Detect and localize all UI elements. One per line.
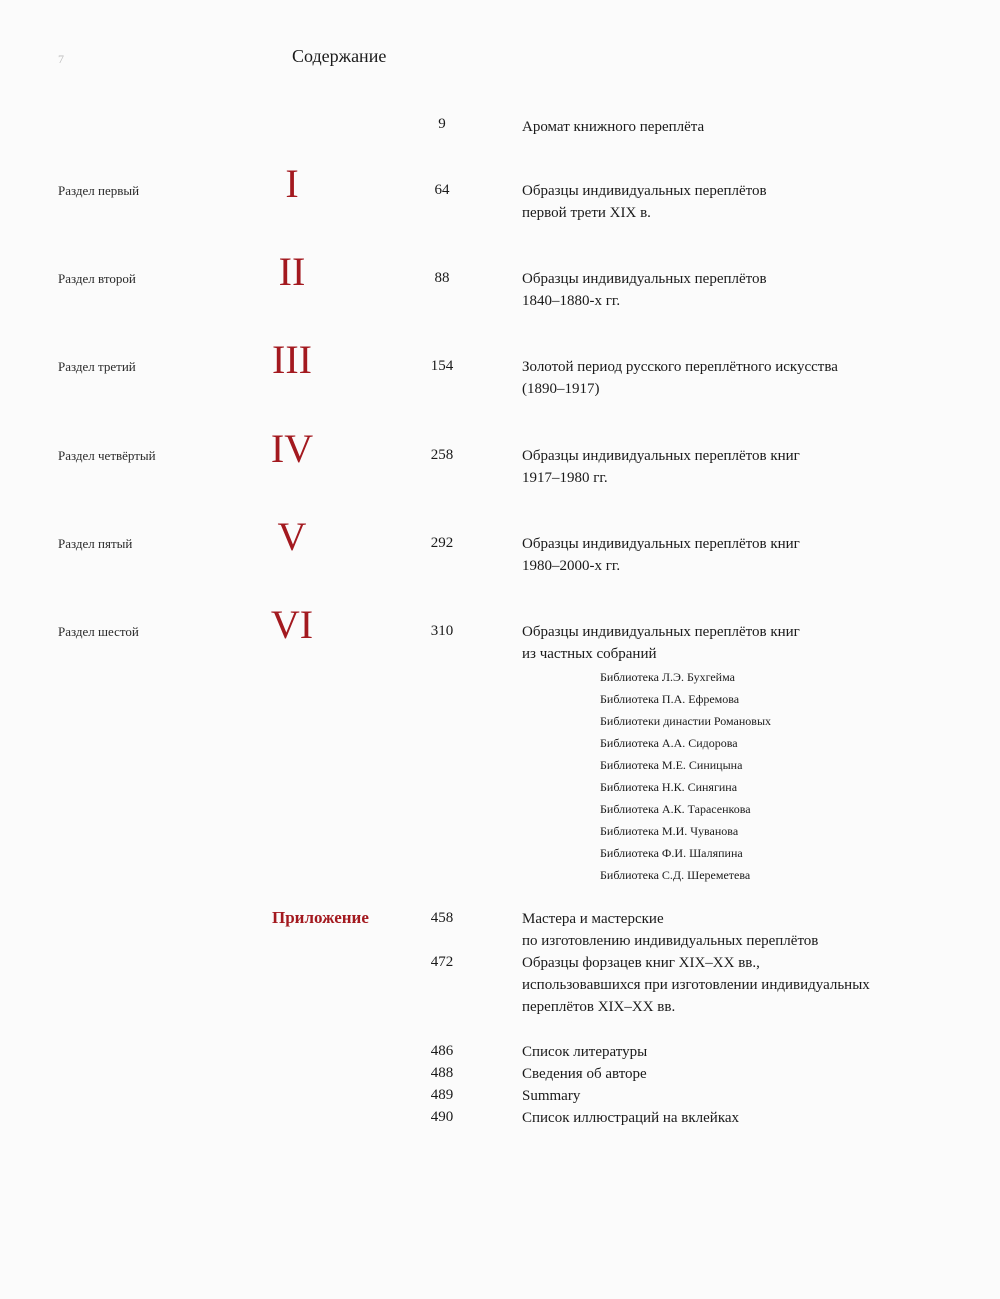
toc-entry-title: [522, 533, 800, 577]
library-item: Библиотека Н.К. Синягина: [600, 780, 738, 794]
toc-entry-line: из частных собраний: [522, 646, 657, 662]
toc-entry-line: (1890–1917): [522, 381, 600, 397]
toc-entry-title: [522, 268, 767, 312]
toc-page-number: 292: [430, 535, 454, 551]
toc-entry-title: [522, 908, 818, 952]
library-item: Библиотека М.Е. Синицына: [600, 758, 743, 772]
library-item: Библиотека Л.Э. Бухгейма: [600, 670, 735, 684]
toc-entry-title: [522, 116, 704, 138]
toc-entry-line: переплётов XIX–XX вв.: [522, 999, 676, 1015]
toc-entry-title: [522, 356, 838, 400]
toc-page-number: 310: [430, 623, 454, 639]
toc-entry-title: [522, 445, 800, 489]
section-numeral: V: [277, 514, 307, 559]
toc-entry-title: Список литературы: [522, 1044, 648, 1060]
toc-page-number: 489: [430, 1087, 454, 1103]
toc-page-number: 88: [434, 270, 450, 286]
section-label: Раздел шестой: [58, 624, 139, 639]
section-numeral: IV: [270, 426, 314, 471]
library-item: Библиотека А.А. Сидорова: [600, 736, 738, 750]
toc-page-number: 472: [430, 954, 454, 970]
toc-entry-line: использовавшихся при изготовлении индивидуальных: [522, 977, 870, 993]
page-title: Содержание: [292, 46, 387, 66]
library-item: Библиотеки династии Романовых: [600, 714, 772, 728]
section-numeral: I: [285, 161, 299, 206]
toc-entry-title: Список иллюстраций на вклейках: [522, 1110, 740, 1126]
toc-entry-title: [522, 180, 767, 224]
toc-entry-line: 1980–2000-х гг.: [522, 558, 621, 574]
toc-entry-line: Образцы индивидуальных переплётов книг: [522, 448, 800, 464]
library-item: Библиотека А.К. Тарасенкова: [600, 802, 751, 816]
library-item: Библиотека Ф.И. Шаляпина: [600, 846, 743, 860]
section-label: Раздел первый: [58, 183, 140, 198]
library-item: Библиотека С.Д. Шереметева: [600, 868, 751, 882]
toc-page-number: 9: [438, 116, 446, 132]
section-label: Раздел третий: [58, 359, 136, 374]
section-numeral: III: [272, 337, 312, 382]
toc-entry-line: Образцы индивидуальных переплётов: [522, 183, 767, 199]
section-label: Раздел четвёртый: [58, 448, 156, 463]
toc-entry-line: первой трети XIX в.: [522, 205, 651, 221]
toc-page-number: 258: [430, 447, 454, 463]
toc-entry-title: [522, 952, 870, 1018]
section-label: Раздел второй: [58, 271, 136, 286]
toc-entry-line: Аромат книжного переплёта: [522, 119, 705, 135]
toc-entry-line: 1917–1980 гг.: [522, 470, 608, 486]
toc-page-number: 488: [430, 1065, 454, 1081]
toc-entry-title: [522, 621, 800, 665]
section-numeral: VI: [270, 602, 314, 647]
toc-entry-title: Сведения об авторе: [522, 1066, 647, 1082]
toc-entry-line: 1840–1880-х гг.: [522, 293, 621, 309]
library-item: Библиотека П.А. Ефремова: [600, 692, 740, 706]
toc-page-number: 154: [430, 358, 454, 374]
section-label: Раздел пятый: [58, 536, 133, 551]
toc-entry-line: Мастера и мастерские: [522, 911, 664, 927]
toc-entry-title: Summary: [522, 1088, 581, 1104]
toc-page-number: 486: [430, 1043, 454, 1059]
section-numeral: II: [278, 249, 306, 294]
toc-entry-line: Образцы форзацев книг XIX–XX вв.,: [522, 955, 760, 971]
toc-entry-line: Образцы индивидуальных переплётов книг: [522, 536, 800, 552]
library-item: Библиотека М.И. Чуванова: [600, 824, 739, 838]
toc-entry-line: Образцы индивидуальных переплётов книг: [522, 624, 800, 640]
toc-page-number: 490: [430, 1109, 454, 1125]
page-number: 7: [58, 52, 64, 66]
toc-page-number: 458: [430, 910, 454, 926]
toc-entry-line: Образцы индивидуальных переплётов: [522, 271, 767, 287]
toc-entry-line: по изготовлению индивидуальных переплётов: [522, 933, 819, 949]
toc-entry-line: Золотой период русского переплётного искусства: [522, 359, 838, 375]
appendix-label: Приложение: [272, 908, 369, 927]
toc-page-number: 64: [434, 182, 450, 198]
